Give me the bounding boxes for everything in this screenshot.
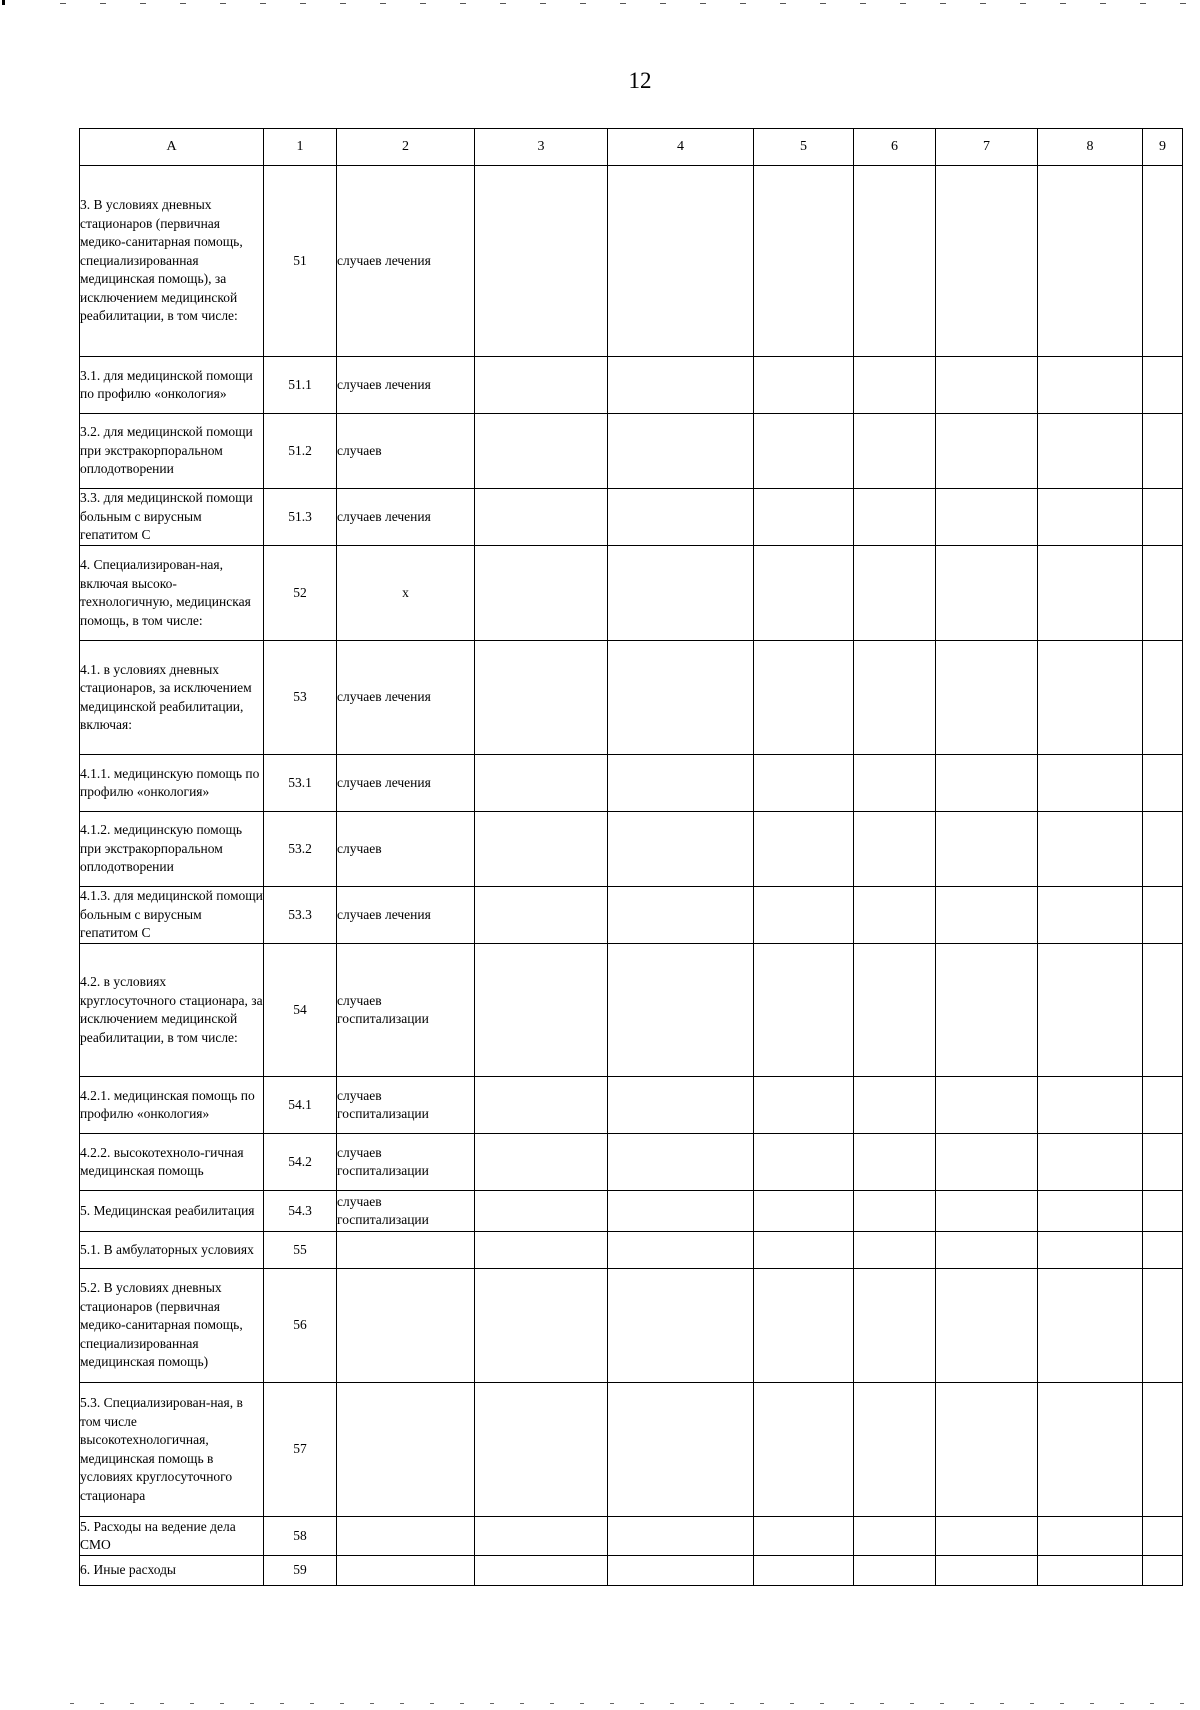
empty-value-cell-6 bbox=[854, 641, 936, 755]
table-row bbox=[80, 1134, 1183, 1191]
empty-value-cell-5 bbox=[754, 546, 854, 641]
empty-value-cell-3 bbox=[475, 166, 608, 357]
empty-value-cell-4 bbox=[608, 357, 754, 414]
empty-value-cell-7 bbox=[936, 357, 1038, 414]
empty-value-cell-5 bbox=[754, 812, 854, 887]
table-row bbox=[80, 887, 1183, 944]
row-code-cell: 59 bbox=[264, 1556, 337, 1586]
row-unit-cell: случаев госпитализации bbox=[337, 1077, 475, 1134]
empty-value-cell-8 bbox=[1038, 1191, 1143, 1232]
row-name-cell: 5.1. В амбулаторных условиях bbox=[80, 1232, 264, 1269]
empty-value-cell-7 bbox=[936, 887, 1038, 944]
row-code-cell: 58 bbox=[264, 1517, 337, 1556]
row-code-cell: 54 bbox=[264, 944, 337, 1077]
empty-value-cell-5 bbox=[754, 166, 854, 357]
empty-value-cell-6 bbox=[854, 166, 936, 357]
empty-value-cell-9 bbox=[1143, 1517, 1183, 1556]
row-unit-cell bbox=[337, 1269, 475, 1383]
row-unit-cell: х bbox=[337, 546, 475, 641]
row-unit-cell: случаев лечения bbox=[337, 357, 475, 414]
empty-value-cell-7 bbox=[936, 944, 1038, 1077]
row-unit-cell bbox=[337, 1517, 475, 1556]
table-row bbox=[80, 1077, 1183, 1134]
row-unit-cell: случаев лечения bbox=[337, 755, 475, 812]
row-code-cell: 51 bbox=[264, 166, 337, 357]
empty-value-cell-3 bbox=[475, 489, 608, 546]
empty-value-cell-3 bbox=[475, 414, 608, 489]
empty-value-cell-7 bbox=[936, 641, 1038, 755]
empty-value-cell-6 bbox=[854, 944, 936, 1077]
row-unit-cell: случаев bbox=[337, 812, 475, 887]
row-code-cell: 54.2 bbox=[264, 1134, 337, 1191]
table-row bbox=[80, 944, 1183, 1077]
row-name-cell: 6. Иные расходы bbox=[80, 1556, 264, 1586]
empty-value-cell-9 bbox=[1143, 489, 1183, 546]
empty-value-cell-9 bbox=[1143, 414, 1183, 489]
empty-value-cell-5 bbox=[754, 755, 854, 812]
empty-value-cell-5 bbox=[754, 887, 854, 944]
empty-value-cell-3 bbox=[475, 641, 608, 755]
empty-value-cell-5 bbox=[754, 1517, 854, 1556]
row-unit-cell: случаев госпитализации bbox=[337, 1191, 475, 1232]
row-name-cell: 5.2. В условиях дневных стационаров (первичная медико-санитарная помощь, специализированная медицинская помощь) bbox=[80, 1269, 264, 1383]
empty-value-cell-9 bbox=[1143, 357, 1183, 414]
empty-value-cell-4 bbox=[608, 755, 754, 812]
header-cell-8: 8 bbox=[1038, 129, 1143, 166]
empty-value-cell-8 bbox=[1038, 812, 1143, 887]
empty-value-cell-4 bbox=[608, 1134, 754, 1191]
empty-value-cell-7 bbox=[936, 546, 1038, 641]
header-cell-3: 3 bbox=[475, 129, 608, 166]
empty-value-cell-6 bbox=[854, 489, 936, 546]
table-row bbox=[80, 489, 1183, 546]
row-name-cell: 4.2.1. медицинская помощь по профилю «онкология» bbox=[80, 1077, 264, 1134]
row-name-cell: 3.3. для медицинской помощи больным с вирусным гепатитом С bbox=[80, 489, 264, 546]
empty-value-cell-3 bbox=[475, 887, 608, 944]
data-table bbox=[79, 128, 1183, 1586]
empty-value-cell-9 bbox=[1143, 944, 1183, 1077]
row-code-cell: 57 bbox=[264, 1383, 337, 1517]
empty-value-cell-9 bbox=[1143, 1077, 1183, 1134]
row-unit-cell: случаев госпитализации bbox=[337, 1134, 475, 1191]
row-code-cell: 51.1 bbox=[264, 357, 337, 414]
row-name-cell: 4.2. в условиях круглосуточного стационара, за исключением медицинской реабилитации, в том числе: bbox=[80, 944, 264, 1077]
empty-value-cell-4 bbox=[608, 641, 754, 755]
row-name-cell: 3.1. для медицинской помощи по профилю «онкология» bbox=[80, 357, 264, 414]
empty-value-cell-8 bbox=[1038, 166, 1143, 357]
empty-value-cell-5 bbox=[754, 414, 854, 489]
empty-value-cell-5 bbox=[754, 944, 854, 1077]
empty-value-cell-8 bbox=[1038, 1383, 1143, 1517]
empty-value-cell-3 bbox=[475, 812, 608, 887]
empty-value-cell-5 bbox=[754, 357, 854, 414]
empty-value-cell-8 bbox=[1038, 1134, 1143, 1191]
empty-value-cell-9 bbox=[1143, 887, 1183, 944]
table-row bbox=[80, 1556, 1183, 1586]
empty-value-cell-4 bbox=[608, 1191, 754, 1232]
row-unit-cell: случаев bbox=[337, 414, 475, 489]
empty-value-cell-8 bbox=[1038, 414, 1143, 489]
empty-value-cell-9 bbox=[1143, 1556, 1183, 1586]
empty-value-cell-8 bbox=[1038, 887, 1143, 944]
empty-value-cell-6 bbox=[854, 1556, 936, 1586]
row-unit-cell bbox=[337, 1383, 475, 1517]
empty-value-cell-3 bbox=[475, 1383, 608, 1517]
empty-value-cell-5 bbox=[754, 489, 854, 546]
empty-value-cell-3 bbox=[475, 1232, 608, 1269]
row-name-cell: 4.1.1. медицинскую помощь по профилю «онкология» bbox=[80, 755, 264, 812]
empty-value-cell-4 bbox=[608, 414, 754, 489]
empty-value-cell-8 bbox=[1038, 1517, 1143, 1556]
empty-value-cell-4 bbox=[608, 166, 754, 357]
empty-value-cell-4 bbox=[608, 546, 754, 641]
empty-value-cell-5 bbox=[754, 1269, 854, 1383]
empty-value-cell-9 bbox=[1143, 641, 1183, 755]
row-name-cell: 3. В условиях дневных стационаров (первичная медико-санитарная помощь, специализированная медицинская помощь), за исключением медицинской реабилитации, в том числе: bbox=[80, 166, 264, 357]
empty-value-cell-9 bbox=[1143, 166, 1183, 357]
empty-value-cell-3 bbox=[475, 357, 608, 414]
empty-value-cell-7 bbox=[936, 166, 1038, 357]
table-row bbox=[80, 755, 1183, 812]
empty-value-cell-3 bbox=[475, 1191, 608, 1232]
header-cell-1: 1 bbox=[264, 129, 337, 166]
empty-value-cell-9 bbox=[1143, 1191, 1183, 1232]
table-row bbox=[80, 1269, 1183, 1383]
empty-value-cell-4 bbox=[608, 489, 754, 546]
row-name-cell: 5. Расходы на ведение дела СМО bbox=[80, 1517, 264, 1556]
row-code-cell: 55 bbox=[264, 1232, 337, 1269]
empty-value-cell-7 bbox=[936, 414, 1038, 489]
table-row bbox=[80, 1383, 1183, 1517]
empty-value-cell-5 bbox=[754, 1383, 854, 1517]
table-row bbox=[80, 812, 1183, 887]
empty-value-cell-9 bbox=[1143, 1269, 1183, 1383]
table-row bbox=[80, 357, 1183, 414]
row-code-cell: 53.2 bbox=[264, 812, 337, 887]
row-code-cell: 52 bbox=[264, 546, 337, 641]
empty-value-cell-8 bbox=[1038, 546, 1143, 641]
empty-value-cell-6 bbox=[854, 1269, 936, 1383]
table-body bbox=[80, 166, 1183, 1586]
header-cell-a: А bbox=[80, 129, 264, 166]
empty-value-cell-9 bbox=[1143, 755, 1183, 812]
empty-value-cell-4 bbox=[608, 812, 754, 887]
table-row bbox=[80, 1191, 1183, 1232]
empty-value-cell-6 bbox=[854, 1191, 936, 1232]
empty-value-cell-6 bbox=[854, 1134, 936, 1191]
empty-value-cell-4 bbox=[608, 1232, 754, 1269]
empty-value-cell-6 bbox=[854, 414, 936, 489]
empty-value-cell-5 bbox=[754, 1556, 854, 1586]
row-name-cell: 5.3. Специализирован-ная, в том числе высокотехнологичная, медицинская помощь в условиях круглосуточного стационара bbox=[80, 1383, 264, 1517]
empty-value-cell-5 bbox=[754, 1134, 854, 1191]
row-unit-cell: случаев лечения bbox=[337, 489, 475, 546]
empty-value-cell-9 bbox=[1143, 1383, 1183, 1517]
empty-value-cell-4 bbox=[608, 1556, 754, 1586]
empty-value-cell-3 bbox=[475, 1077, 608, 1134]
header-cell-5: 5 bbox=[754, 129, 854, 166]
empty-value-cell-4 bbox=[608, 944, 754, 1077]
empty-value-cell-5 bbox=[754, 1077, 854, 1134]
empty-value-cell-5 bbox=[754, 641, 854, 755]
empty-value-cell-3 bbox=[475, 1556, 608, 1586]
empty-value-cell-6 bbox=[854, 1232, 936, 1269]
table-row bbox=[80, 166, 1183, 357]
row-code-cell: 56 bbox=[264, 1269, 337, 1383]
row-unit-cell: случаев лечения bbox=[337, 166, 475, 357]
empty-value-cell-8 bbox=[1038, 1232, 1143, 1269]
empty-value-cell-5 bbox=[754, 1191, 854, 1232]
row-unit-cell bbox=[337, 1232, 475, 1269]
row-unit-cell: случаев лечения bbox=[337, 887, 475, 944]
empty-value-cell-6 bbox=[854, 812, 936, 887]
empty-value-cell-9 bbox=[1143, 546, 1183, 641]
empty-value-cell-4 bbox=[608, 1517, 754, 1556]
scan-artifact-bottom-line bbox=[70, 1703, 1200, 1704]
empty-value-cell-8 bbox=[1038, 944, 1143, 1077]
table-row bbox=[80, 546, 1183, 641]
empty-value-cell-7 bbox=[936, 1517, 1038, 1556]
row-code-cell: 54.1 bbox=[264, 1077, 337, 1134]
empty-value-cell-3 bbox=[475, 1134, 608, 1191]
header-cell-2: 2 bbox=[337, 129, 475, 166]
empty-value-cell-7 bbox=[936, 1383, 1038, 1517]
row-name-cell: 5. Медицинская реабилитация bbox=[80, 1191, 264, 1232]
empty-value-cell-9 bbox=[1143, 812, 1183, 887]
empty-value-cell-8 bbox=[1038, 489, 1143, 546]
row-code-cell: 54.3 bbox=[264, 1191, 337, 1232]
scan-artifact-mark bbox=[2, 0, 5, 5]
empty-value-cell-7 bbox=[936, 755, 1038, 812]
scan-artifact-top-line bbox=[60, 3, 1200, 4]
empty-value-cell-5 bbox=[754, 1232, 854, 1269]
empty-value-cell-6 bbox=[854, 1517, 936, 1556]
empty-value-cell-8 bbox=[1038, 1077, 1143, 1134]
table-row bbox=[80, 1232, 1183, 1269]
empty-value-cell-6 bbox=[854, 357, 936, 414]
empty-value-cell-7 bbox=[936, 1232, 1038, 1269]
row-code-cell: 53 bbox=[264, 641, 337, 755]
header-cell-7: 7 bbox=[936, 129, 1038, 166]
row-unit-cell bbox=[337, 1556, 475, 1586]
empty-value-cell-8 bbox=[1038, 1269, 1143, 1383]
row-code-cell: 51.2 bbox=[264, 414, 337, 489]
empty-value-cell-6 bbox=[854, 887, 936, 944]
empty-value-cell-7 bbox=[936, 1269, 1038, 1383]
empty-value-cell-4 bbox=[608, 1269, 754, 1383]
header-cell-4: 4 bbox=[608, 129, 754, 166]
row-name-cell: 4.2.2. высокотехноло-гичная медицинская помощь bbox=[80, 1134, 264, 1191]
empty-value-cell-7 bbox=[936, 1556, 1038, 1586]
empty-value-cell-6 bbox=[854, 546, 936, 641]
empty-value-cell-7 bbox=[936, 1134, 1038, 1191]
empty-value-cell-9 bbox=[1143, 1134, 1183, 1191]
empty-value-cell-4 bbox=[608, 1383, 754, 1517]
empty-value-cell-3 bbox=[475, 1517, 608, 1556]
header-cell-9: 9 bbox=[1143, 129, 1183, 166]
empty-value-cell-3 bbox=[475, 944, 608, 1077]
row-code-cell: 51.3 bbox=[264, 489, 337, 546]
empty-value-cell-7 bbox=[936, 1077, 1038, 1134]
table-row bbox=[80, 1517, 1183, 1556]
empty-value-cell-7 bbox=[936, 812, 1038, 887]
page-number: 12 bbox=[628, 68, 652, 93]
header-row bbox=[80, 129, 1183, 166]
empty-value-cell-3 bbox=[475, 1269, 608, 1383]
row-code-cell: 53.1 bbox=[264, 755, 337, 812]
row-name-cell: 3.2. для медицинской помощи при экстракорпоральном оплодотворении bbox=[80, 414, 264, 489]
empty-value-cell-8 bbox=[1038, 1556, 1143, 1586]
empty-value-cell-8 bbox=[1038, 641, 1143, 755]
empty-value-cell-3 bbox=[475, 755, 608, 812]
row-unit-cell: случаев госпитализации bbox=[337, 944, 475, 1077]
row-name-cell: 4. Специализирован-ная, включая высоко-технологичную, медицинская помощь, в том числе: bbox=[80, 546, 264, 641]
empty-value-cell-4 bbox=[608, 887, 754, 944]
empty-value-cell-8 bbox=[1038, 357, 1143, 414]
table-row bbox=[80, 641, 1183, 755]
row-name-cell: 4.1.2. медицинскую помощь при экстракорпоральном оплодотворении bbox=[80, 812, 264, 887]
empty-value-cell-3 bbox=[475, 546, 608, 641]
row-unit-cell: случаев лечения bbox=[337, 641, 475, 755]
empty-value-cell-6 bbox=[854, 1077, 936, 1134]
empty-value-cell-4 bbox=[608, 1077, 754, 1134]
empty-value-cell-6 bbox=[854, 1383, 936, 1517]
row-code-cell: 53.3 bbox=[264, 887, 337, 944]
row-name-cell: 4.1. в условиях дневных стационаров, за исключением медицинской реабилитации, включая: bbox=[80, 641, 264, 755]
empty-value-cell-7 bbox=[936, 1191, 1038, 1232]
row-name-cell: 4.1.3. для медицинской помощи больным с вирусным гепатитом С bbox=[80, 887, 264, 944]
empty-value-cell-7 bbox=[936, 489, 1038, 546]
table-row bbox=[80, 414, 1183, 489]
empty-value-cell-9 bbox=[1143, 1232, 1183, 1269]
empty-value-cell-8 bbox=[1038, 755, 1143, 812]
empty-value-cell-6 bbox=[854, 755, 936, 812]
header-cell-6: 6 bbox=[854, 129, 936, 166]
